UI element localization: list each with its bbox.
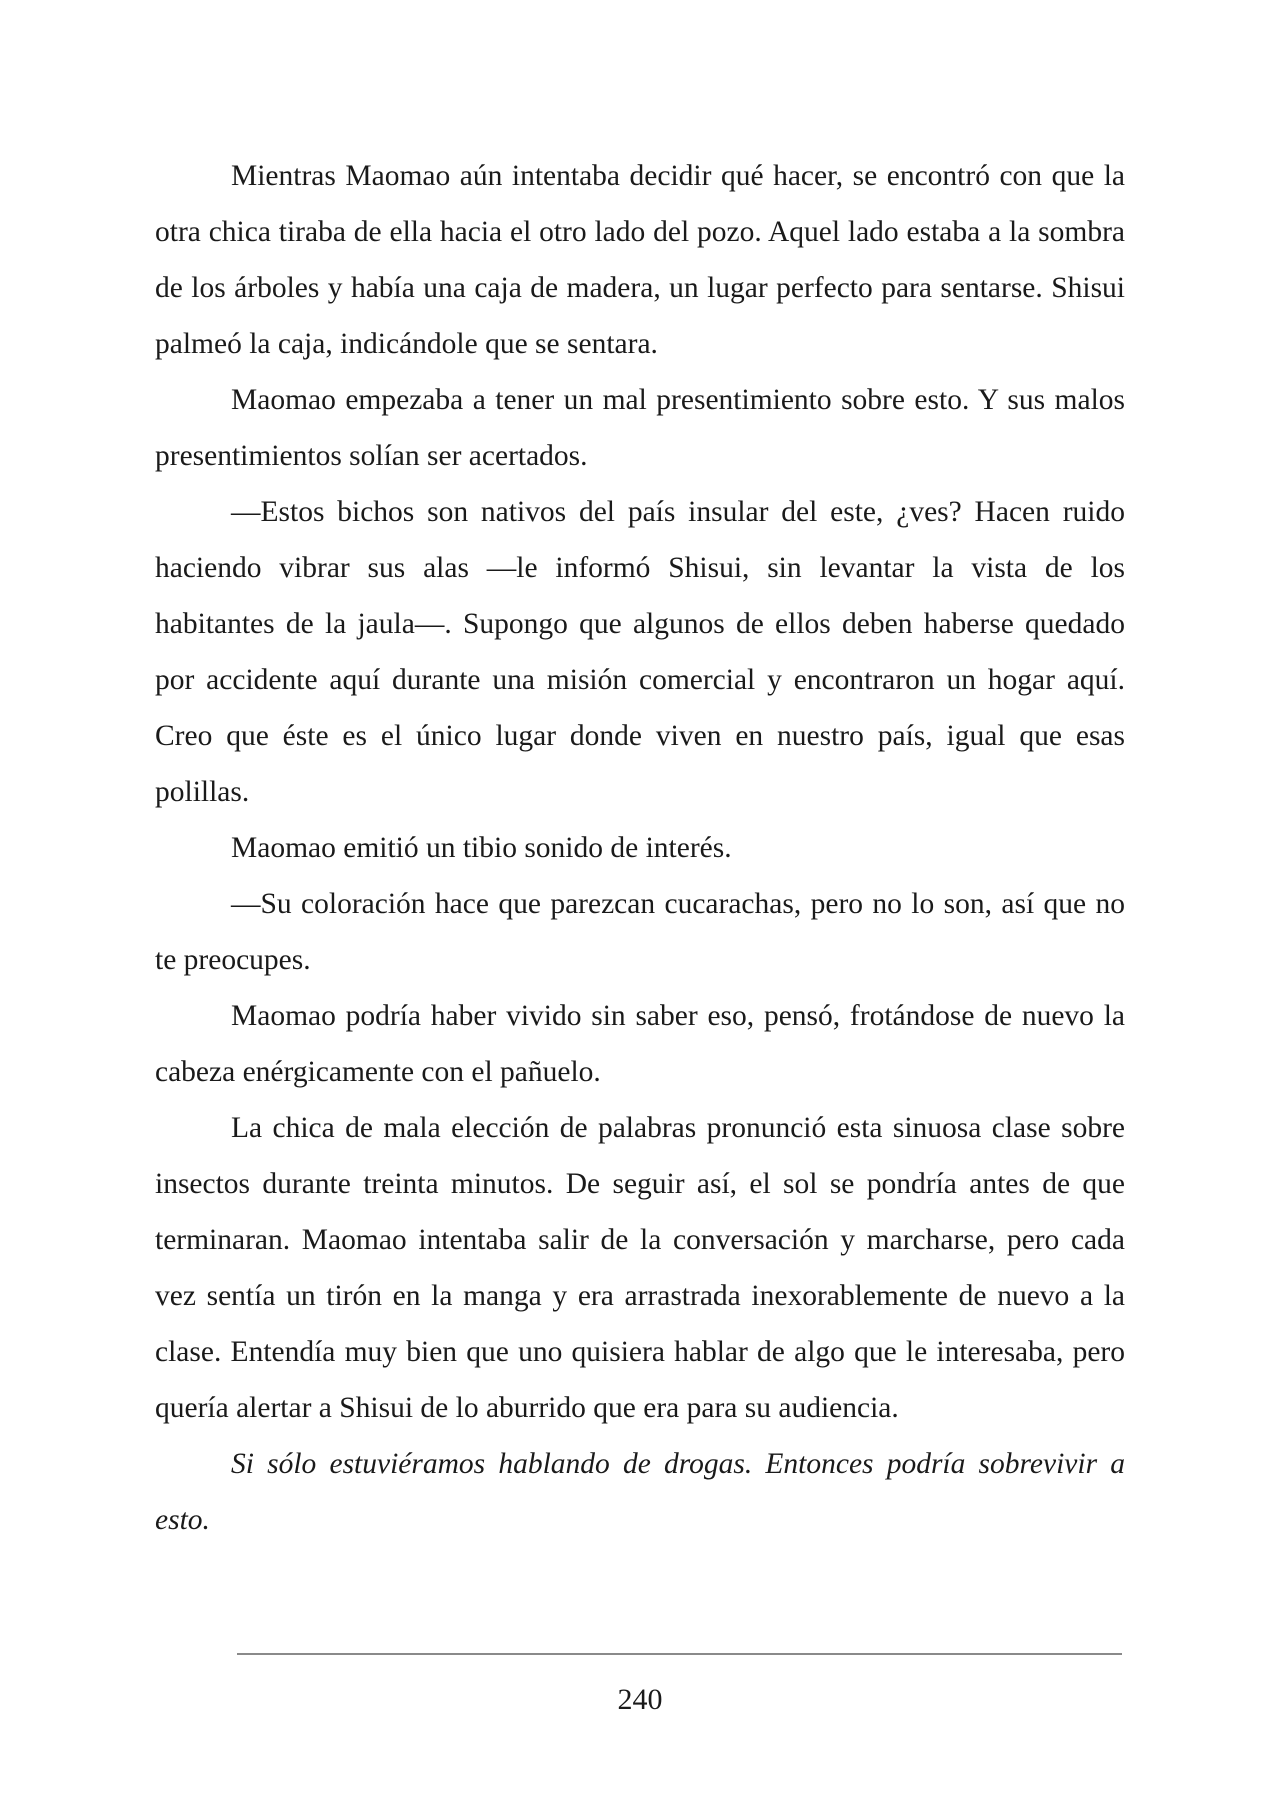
paragraph-2: Maomao empezaba a tener un mal presentimiento sobre esto. Y sus malos presentimientos solían ser acertados. bbox=[155, 384, 1125, 472]
body-text bbox=[155, 148, 1125, 1548]
paragraph-4: Maomao emitió un tibio sonido de interés. bbox=[231, 832, 732, 864]
paragraph-7: La chica de mala elección de palabras pronunció esta sinuosa clase sobre insectos durante treinta minutos. De seguir así, el sol se pondría antes de que terminaran. Maomao intentaba salir de la conversación y marcharse, pero cada vez sentía un tirón en la manga y era arrastrada inexorablemente de nuevo a la clase. Entendía muy bien que uno quisiera hablar de algo que le interesaba, pero quería alertar a Shisui de lo aburrido que era para su audiencia. bbox=[155, 1112, 1125, 1424]
paragraph-6: Maomao podría haber vivido sin saber eso, pensó, frotándose de nuevo la cabeza enérgicamente con el pañuelo. bbox=[155, 1000, 1125, 1088]
paragraph-3: —Estos bichos son nativos del país insular del este, ¿ves? Hacen ruido haciendo vibrar sus alas —le informó Shisui, sin levantar la vista de los habitantes de la jaula—. Supongo que algunos de ellos deben haberse quedado por accidente aquí durante una misión comercial y encontraron un hogar aquí. Creo que éste es el único lugar donde viven en nuestro país, igual que esas polillas. bbox=[155, 496, 1125, 808]
page-number: 240 bbox=[617, 1683, 663, 1716]
paragraph-1: Mientras Maomao aún intentaba decidir qué hacer, se encontró con que la otra chica tiraba de ella hacia el otro lado del pozo. Aquel lado estaba a la sombra de los árboles y había una caja de madera, un lugar perfecto para sentarse. Shisui palmeó la caja, indicándole que se sentara. bbox=[155, 160, 1125, 360]
paragraph-5: —Su coloración hace que parezcan cucarachas, pero no lo son, así que no te preocupes. bbox=[155, 888, 1125, 976]
footer-divider bbox=[237, 1653, 1122, 1655]
paragraph-8-thought: Si sólo estuviéramos hablando de drogas. Entonces podría sobrevivir a esto. bbox=[155, 1448, 1125, 1536]
